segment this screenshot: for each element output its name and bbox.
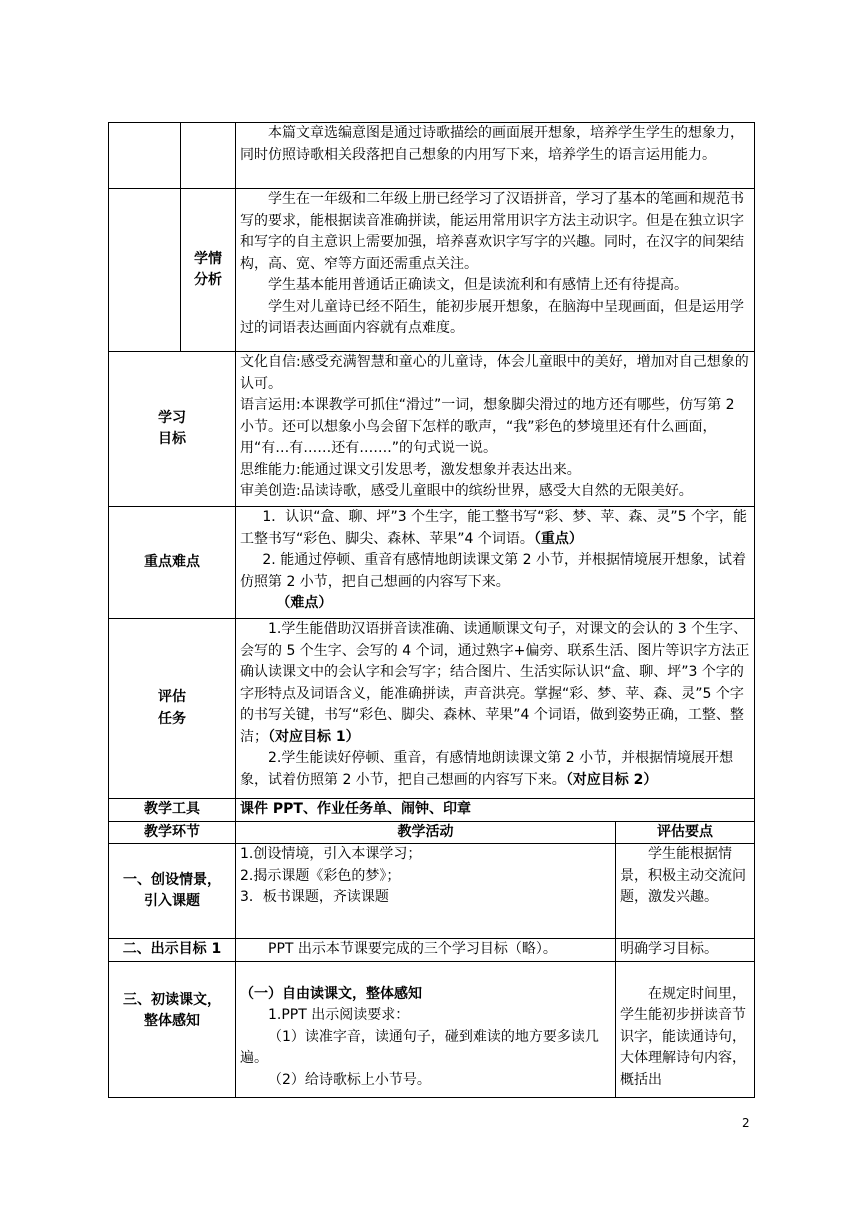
key-point-1: 1．认识“盒、聊、坪”3 个生字，能工整书写“彩、梦、苹、森、灵”5 个字，能工整书写“彩色、脚尖、森林、苹果”4 个词语。（重点） (240, 509, 748, 547)
header-activity: 教学活动 (236, 821, 616, 844)
assessment-task-2: 2.学生能读好停顿、重音，有感情地朗读课文第 2 小节，并根据情境展开想象，试着仿照第 2 小节，把自己想画的内容写下来。（对应目标 2） (240, 750, 734, 788)
learning-goals-label: 学习 目标 (109, 352, 236, 507)
row-learner-analysis (109, 189, 755, 352)
step-3-activity-1: 1.PPT 出示阅读要求： (268, 1007, 410, 1023)
page-number: 2 (742, 1116, 750, 1130)
step-3-activity-2: （1）读准字音，读通句子，碰到难读的地方要多读几遍。 (240, 1028, 599, 1066)
row-step-2 (109, 939, 755, 962)
learner-analysis-p1: 学生在一年级和二年级上册已经学习了汉语拼音，学习了基本的笔画和规范书写的要求，能根据读音准确拼读，能运用常用识字方法主动识字。但是在独立识字和写字的自主意识上需要加强，培养喜欢识字写字的兴趣。同时，在汉字的间架结构，高、宽、窄等方面还需重点关注。 (240, 191, 744, 272)
learner-analysis-label: 学情 分析 (181, 189, 236, 352)
learner-analysis-p2: 学生基本能用普通话正确读文，但是读流利和有感情上还有待提高。 (268, 277, 688, 293)
row-learning-goals (109, 352, 755, 507)
step-3-activity-3: （2）给诗歌标上小节号。 (268, 1071, 431, 1088)
step-2-label: 二、出示目标 1 (109, 939, 236, 962)
goal-aesthetic: 审美创造:品读诗歌，感受儿童眼中的缤纷世界，感受大自然的无限美好。 (240, 483, 693, 499)
step-2-activity: PPT 出示本节课要完成的三个学习目标（略）。 (236, 939, 616, 962)
key-point-2-tag: （难点） (276, 595, 333, 611)
row-assessment (109, 619, 755, 799)
tools-value: 课件 PPT、作业任务单、闹钟、印章 (236, 799, 755, 822)
step-1-activity-3: 3．板书课题，齐读课题 (240, 889, 389, 905)
tools-label: 教学工具 (109, 799, 236, 822)
step-3-heading: （一）自由读课文，整体感知 (240, 985, 422, 1002)
step-1-eval: 学生能根据情景，积极主动交流问题，激发兴趣。 (616, 844, 755, 939)
step-3-activity (236, 961, 616, 1097)
goal-language: 语言运用:本课教学可抓住“滑过”一词，想象脚尖滑过的地方还有哪些，仿写第 2 小节。还可以想象小鸟会留下怎样的歌声，“我”彩色的梦境里还有什么画面，用“有…有……还有…….”的句式说一说。 (240, 397, 735, 456)
header-step: 教学环节 (109, 821, 236, 844)
row-step-1 (109, 844, 755, 939)
step-3-eval: 在规定时间里，学生能初步拼读音节识字，能读通诗句，大体理解诗句内容，概括出 (616, 961, 755, 1097)
header-eval: 评估要点 (616, 821, 755, 844)
learning-goals-content (236, 352, 755, 507)
row-intent (109, 123, 755, 189)
goal-culture: 文化自信:感受充满智慧和童心的儿童诗，体会儿童眼中的美好，增加对自己想象的认可。 (240, 354, 749, 392)
lesson-plan-table (108, 122, 755, 1098)
intent-text: 本篇文章选编意图是通过诗歌描绘的画面展开想象，培养学生学生的想象力，同时仿照诗歌相关段落把自己想象的内用写下来，培养学生的语言运用能力。 (240, 125, 744, 163)
learner-analysis-p3: 学生对儿童诗已经不陌生，能初步展开想象，在脑海中呈现画面，但是运用学过的词语表达画面内容就有点难度。 (240, 298, 744, 336)
assessment-task-1: 1.学生能借助汉语拼音读准确、读通顺课文句子，对课文的会认的 3 个生字、会写的 5 个生字、会写的 4 个词，通过熟字+偏旁、联系生活、图片等识字方法正确认读课文中的会认字和会写字；结合图片、生活实际认识“盒、聊、坪”3 个字的字形特点及词语含义，能准确拼读，声音洪亮。掌握“彩、梦、苹、森、灵”5 个字的书写关键，书写“彩色、脚尖、森林、苹果”4 个词语，做到姿势正确，工整、整洁；（对应目标 1） (240, 621, 750, 745)
key-point-2: 2. 能通过停顿、重音有感情地朗读课文第 2 小节，并根据情境展开想象，试着仿照第 2 小节，把自己想画的内容写下来。 (240, 552, 747, 590)
learner-analysis-outer-cell (109, 189, 181, 352)
step-3-label: 三、初读课文， 整体感知 (109, 961, 236, 1097)
intent-label-cell (109, 123, 181, 189)
step-1-activity (236, 844, 616, 939)
assessment-content (236, 619, 755, 799)
step-1-activity-1: 1.创设情境，引入本课学习； (240, 846, 422, 862)
intent-label-cell-2 (181, 123, 236, 189)
row-key-points (109, 507, 755, 619)
step-1-activity-2: 2.揭示课题《彩色的梦》； (240, 867, 401, 884)
key-points-content (236, 507, 755, 619)
step-2-eval: 明确学习目标。 (616, 939, 755, 962)
row-step-3 (109, 961, 755, 1097)
goal-thinking: 思维能力:能通过课文引发思考，激发想象并表达出来。 (240, 461, 581, 478)
row-process-header (109, 821, 755, 844)
key-point-1-tag: （重点） (533, 530, 583, 547)
learner-analysis-content (236, 189, 755, 352)
intent-cell (236, 123, 755, 189)
assessment-task-1-tag: （对应目标 1） (268, 728, 360, 745)
row-tools (109, 799, 755, 822)
assessment-label: 评估 任务 (109, 619, 236, 799)
key-points-label: 重点难点 (109, 507, 236, 619)
assessment-task-2-tag: （对应目标 2） (565, 771, 658, 788)
step-1-label: 一、创设情景， 引入课题 (109, 844, 236, 939)
